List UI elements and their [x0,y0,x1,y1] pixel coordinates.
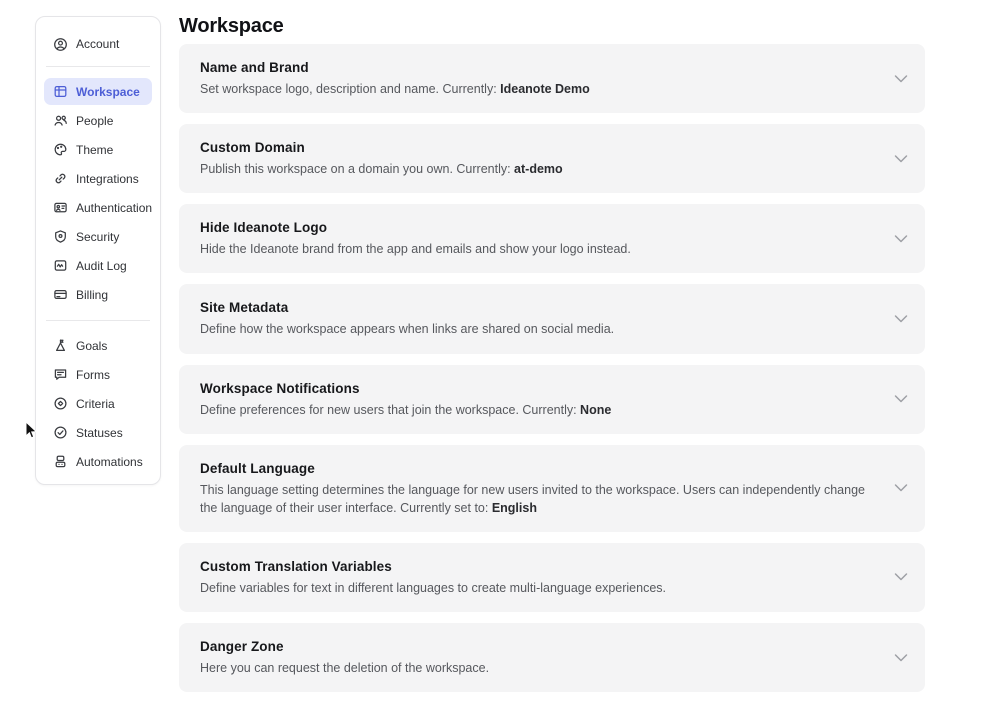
sidebar-item-billing[interactable] [44,281,152,308]
chevron-down-icon[interactable] [894,314,908,323]
sidebar-item-automations[interactable] [44,448,152,475]
sidebar-divider [46,320,150,321]
user-circle-icon [53,37,68,52]
chevron-down-icon[interactable] [894,395,908,404]
sidebar-item-forms[interactable] [44,361,152,388]
sidebar-group-tools [36,332,160,475]
sidebar-item-label: Statuses [76,425,123,440]
sidebar-item-label: Billing [76,287,109,302]
section-title: Custom Domain [200,140,305,156]
sidebar-item-label: People [76,113,114,128]
sidebar-item-label: Audit Log [76,258,127,273]
sidebar-item-theme[interactable] [44,136,152,163]
sidebar-item-account[interactable] [36,17,160,52]
section-workspace-notifications[interactable] [179,365,925,434]
settings-sections [179,44,925,703]
section-description: Define how the workspace appears when links are shared on social media. [200,322,615,337]
criteria-icon [53,396,68,411]
section-title: Danger Zone [200,639,284,654]
sidebar-item-authentication[interactable] [44,194,152,221]
chevron-down-icon[interactable] [894,234,908,243]
chevron-down-icon[interactable] [894,154,908,163]
section-name-and-brand[interactable] [179,44,925,113]
section-title: Hide Ideanote Logo [200,220,328,236]
sidebar-item-label: Theme [76,142,114,157]
section-current-value: Ideanote Demo [500,82,590,96]
workspace-grid-icon [53,84,68,99]
billing-card-icon [53,287,68,302]
sidebar-item-statuses[interactable] [44,419,152,446]
chevron-down-icon[interactable] [894,484,908,493]
sidebar-group-workspace [36,78,160,308]
integrations-link-icon [53,171,68,186]
sidebar-item-label: Integrations [76,171,139,186]
security-shield-icon [53,229,68,244]
sidebar-item-goals[interactable] [44,332,152,359]
section-description: Set workspace logo, description and name. Currently: Ideanote Demo [200,82,590,96]
goals-flag-icon [53,338,68,353]
sidebar-item-audit-log[interactable] [44,252,152,279]
settings-sidebar [35,16,161,485]
section-title: Custom Translation Variables [200,558,392,574]
authentication-badge-icon [53,200,68,215]
sidebar-item-label: Security [76,229,120,244]
chevron-down-icon[interactable] [894,573,908,582]
section-danger-zone[interactable] [179,623,925,692]
section-current-value: English [491,500,537,515]
sidebar-item-workspace[interactable] [44,78,152,105]
section-description: Define preferences for new users that join the workspace. Currently: None [200,402,612,417]
sidebar-item-label: Forms [76,367,110,382]
section-description: Define variables for text in different languages to create multi-language experiences. [200,580,667,595]
section-title: Name and Brand [200,60,309,75]
section-custom-translation-variables[interactable] [179,543,925,612]
sidebar-item-label: Authentication [76,200,153,215]
sidebar-item-criteria[interactable] [44,390,152,417]
chevron-down-icon[interactable] [894,653,908,662]
section-current-value: None [580,402,612,417]
people-icon [53,113,68,128]
section-title: Site Metadata [200,300,289,316]
section-site-metadata[interactable] [179,284,925,353]
forms-icon [53,367,68,382]
sidebar-item-integrations[interactable] [44,165,152,192]
chevron-down-icon[interactable] [894,74,908,83]
audit-log-icon [53,258,68,273]
sidebar-item-label: Workspace [76,84,140,99]
sidebar-divider [46,66,150,67]
section-hide-ideanote-logo[interactable] [179,204,925,273]
sidebar-item-people[interactable] [44,107,152,134]
sidebar-item-security[interactable] [44,223,152,250]
section-current-value: at-demo [514,162,563,177]
section-default-language[interactable] [179,445,925,532]
theme-palette-icon [53,142,68,157]
section-description: This language setting determines the language for new users invited to the workspace. Users can independently change the language of their user interface. Currently set to: English [200,482,865,515]
sidebar-item-label: Automations [76,454,143,469]
sidebar-item-label: Account [76,37,120,51]
section-title: Default Language [200,460,315,476]
automations-icon [53,454,68,469]
section-custom-domain[interactable] [179,124,925,193]
section-title: Workspace Notifications [200,380,360,396]
section-description: Here you can request the deletion of the workspace. [200,661,490,675]
statuses-check-icon [53,425,68,440]
sidebar-item-label: Criteria [76,396,115,411]
sidebar-item-label: Goals [76,338,108,353]
section-description: Publish this workspace on a domain you own. Currently: at-demo [200,162,563,177]
section-description: Hide the Ideanote brand from the app and emails and show your logo instead. [200,242,631,257]
page-title: Workspace [179,15,284,37]
